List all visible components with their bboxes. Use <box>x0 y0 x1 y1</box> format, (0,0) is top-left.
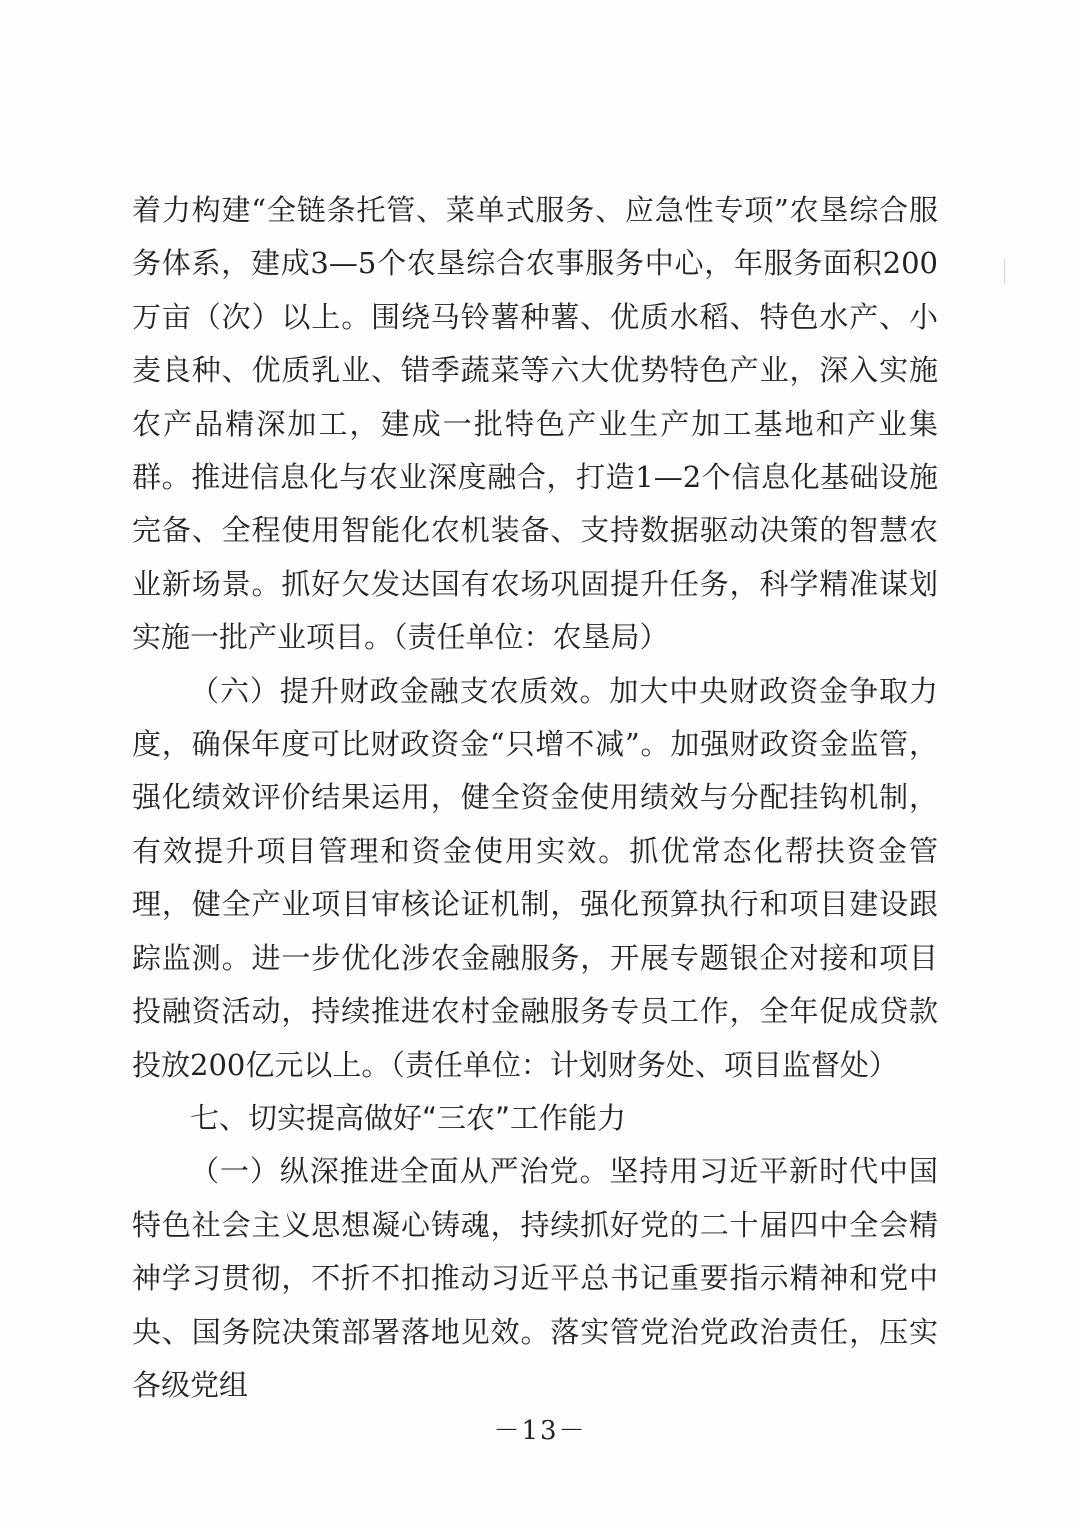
paragraph-continuation: 着力构建“全链条托管、菜单式服务、应急性专项”农垦综合服务体系，建成3—5个农垦综合农事服务中心，年服务面积200万亩（次）以上。围绕马铃薯种薯、优质水稻、特色水产、小麦良种、优质乳业、错季蔬菜等六大优势特色产业，深入实施农产品精深加工，建成一批特色产业生产加工基地和产业集群。推进信息化与农业深度融合，打造1—2个信息化基础设施完备、全程使用智能化农机装备、支持数据驱动决策的智慧农业新场景。抓好欠发达国有农场巩固提升任务，科学精准谋划实施一批产业项目。（责任单位：农垦局） <box>132 193 938 655</box>
document-body <box>132 184 938 1412</box>
paragraph-finance-support: （六）提升财政金融支农质效。加大中央财政资金争取力度，确保年度可比财政资金“只增不减”。加强财政资金监管，强化绩效评价结果运用，健全资金使用绩效与分配挂钩机制，有效提升项目管理和资金使用实效。抓优常态化帮扶资金管理，健全产业项目审核论证机制，强化预算执行和项目建设跟踪监测。进一步优化涉农金融服务，开展专题银企对接和项目投融资活动，持续推进农村金融服务专员工作，全年促成贷款投放200亿元以上。（责任单位：计划财务处、项目监督处） <box>132 673 938 1082</box>
section-heading-seven: 七、切实提高做好“三农”工作能力 <box>190 1100 627 1135</box>
page-number: －13－ <box>493 1416 587 1446</box>
scan-edge-mark <box>1004 258 1005 284</box>
paragraph-party-governance: （一）纵深推进全面从严治党。坚持用习近平新时代中国特色社会主义思想凝心铸魂，持续抓好党的二十届四中全会精神学习贯彻，不折不扣推动习近平总书记重要指示精神和党中央、国务院决策部署落地见效。落实管党治党政治责任，压实各级党组 <box>132 1154 938 1402</box>
